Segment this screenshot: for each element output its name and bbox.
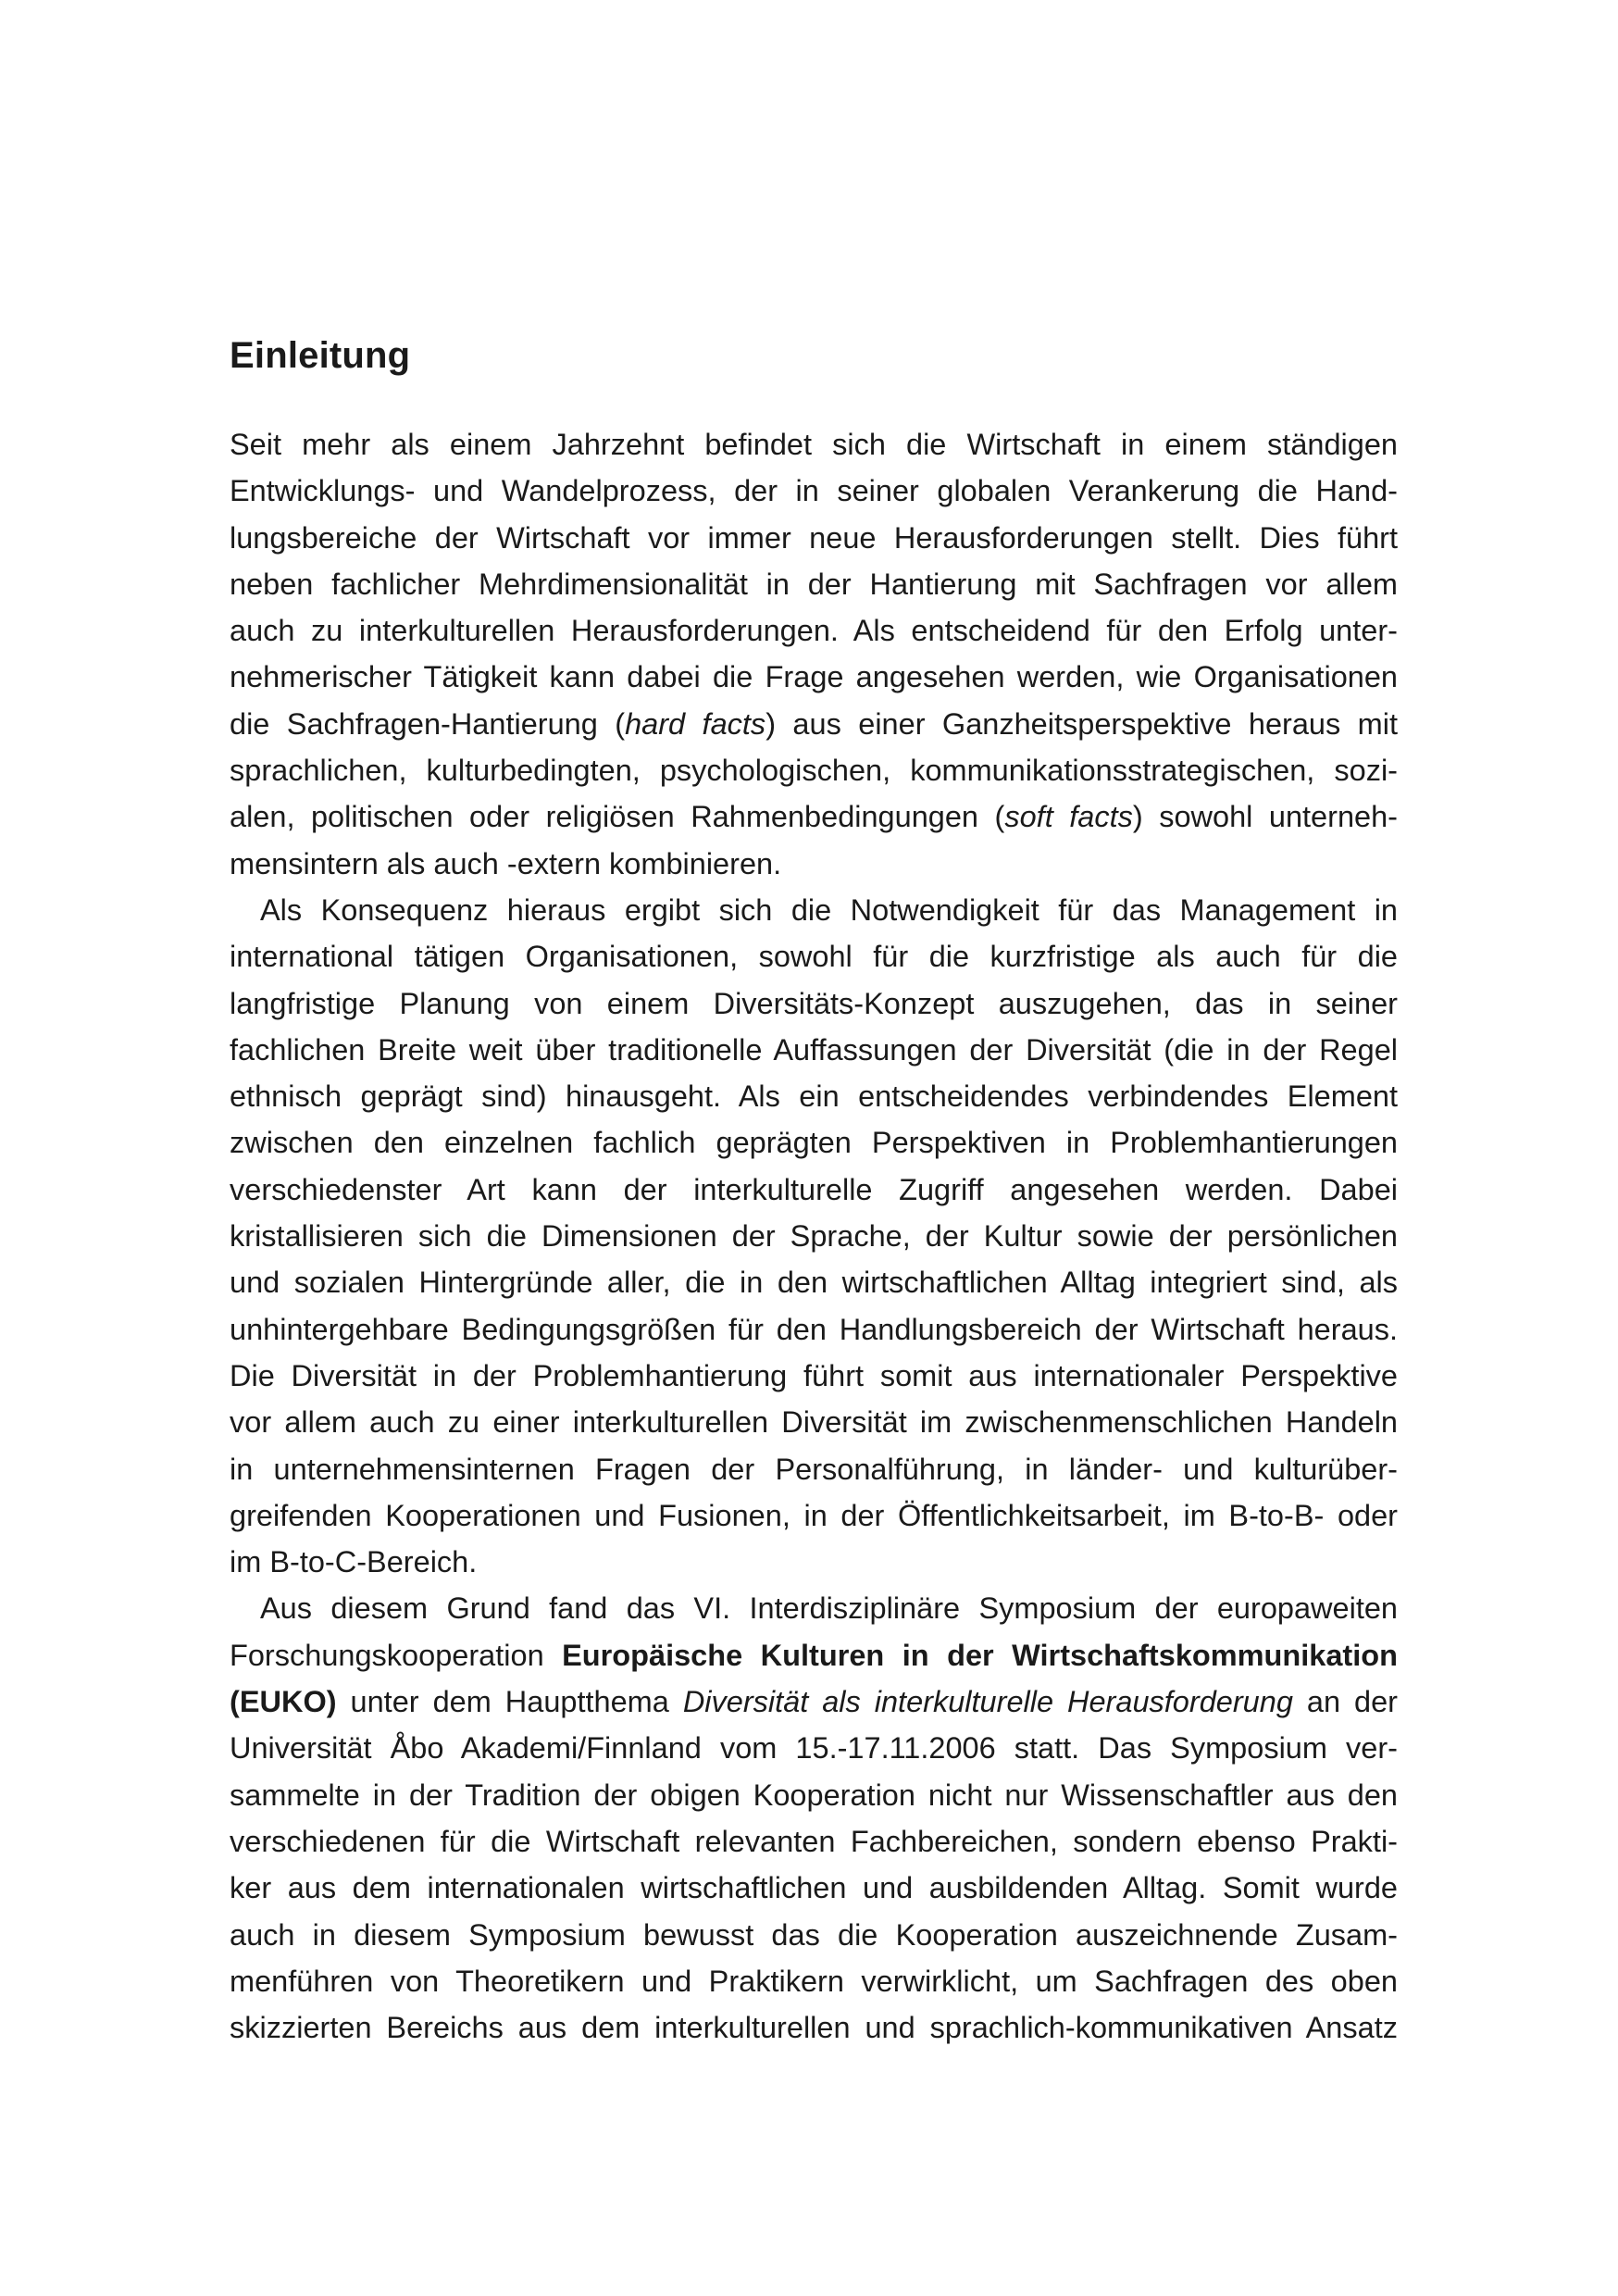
text-line [230, 1585, 1398, 1631]
text-segment: zwischen den einzelnen fachlich geprägten Perspektiven in Problemhantierungen [230, 1126, 1398, 1160]
text-segment: Die Diversität in der Problemhantierung führt somit aus internationaler Perspektive [230, 1358, 1398, 1392]
text-segment: in unternehmensinternen Fragen der Personalführung, in länder- und kulturüber- [230, 1452, 1398, 1486]
text-segment: auch zu interkulturellen Herausforderungen. Als entscheidend für den Erfolg unter- [230, 614, 1398, 648]
text-line [230, 980, 1398, 1027]
italic-text: soft facts [1004, 800, 1133, 834]
text-line [230, 515, 1398, 561]
text-line [230, 1865, 1398, 1911]
text-line [230, 933, 1398, 980]
text-line [230, 1539, 1398, 1585]
text-line [230, 887, 1398, 933]
bold-text: (EUKO) [230, 1685, 337, 1719]
section-heading: Einleitung [230, 335, 411, 376]
text-segment: Seit mehr als einem Jahrzehnt befindet sich die Wirtschaft in einem ständigen [230, 428, 1398, 461]
text-line [230, 1632, 1398, 1678]
text-line [230, 1772, 1398, 1818]
text-line [230, 701, 1398, 747]
text-segment: lungsbereiche der Wirtschaft vor immer neue Herausforderungen stellt. Dies führt [230, 520, 1398, 555]
text-line [230, 1353, 1398, 1399]
text-segment: an der [1292, 1685, 1398, 1719]
text-segment: alen, politischen oder religiösen Rahmenbedingungen ( [230, 800, 1005, 834]
text-line [230, 747, 1398, 793]
text-segment: ) sowohl unterneh- [1132, 800, 1398, 834]
text-segment: Forschungskooperation [230, 1638, 563, 1672]
text-segment: menführen von Theoretikern und Praktikern verwirklicht, um Sachfragen des oben [230, 1964, 1398, 1998]
italic-text: hard facts [625, 706, 766, 741]
text-line [230, 421, 1398, 468]
text-line [230, 654, 1398, 700]
text-segment: sammelte in der Tradition der obigen Kooperation nicht nur Wissenschaftler aus den [230, 1778, 1398, 1812]
text-segment: nehmerischer Tätigkeit kann dabei die Frage angesehen werden, wie Organisationen [230, 660, 1398, 694]
text-line [230, 1958, 1398, 2004]
text-line [230, 1399, 1398, 1445]
text-line [230, 1167, 1398, 1213]
text-segment: greifenden Kooperationen und Fusionen, in der Öffentlichkeitsarbeit, im B-to-B- oder [230, 1498, 1398, 1532]
text-line [230, 1492, 1398, 1539]
text-line [230, 1259, 1398, 1305]
text-segment: skizzierten Bereichs aus dem interkulturellen und sprachlich-kommunikativen Ansatz [230, 2011, 1398, 2045]
text-segment: im B-to-C-Bereich. [230, 1545, 478, 1579]
text-line [230, 468, 1398, 514]
text-segment: Als Konsequenz hieraus ergibt sich die Notwendigkeit für das Management in [260, 892, 1398, 927]
text-segment: sprachlichen, kulturbedingten, psychologischen, kommunikationsstrategischen, sozi- [230, 754, 1398, 788]
text-line [230, 1073, 1398, 1119]
text-line [230, 561, 1398, 607]
text-segment: ethnisch geprägt sind) hinausgeht. Als ein entscheidendes verbindendes Element [230, 1079, 1398, 1114]
text-line [230, 1306, 1398, 1353]
text-segment: mensintern als auch -extern kombinieren. [230, 846, 782, 880]
text-segment: neben fachlicher Mehrdimensionalität in der Hantierung mit Sachfragen vor allem [230, 567, 1398, 601]
text-line [230, 841, 1398, 887]
text-segment: verschiedenster Art kann der interkulturelle Zugriff angesehen werden. Dabei [230, 1172, 1398, 1206]
text-line [230, 1725, 1398, 1771]
italic-text: Diversität als interkulturelle Herausforderung [682, 1685, 1293, 1719]
text-segment: ) aus einer Ganzheitsperspektive heraus mit [765, 706, 1398, 741]
text-line [230, 2004, 1398, 2051]
bold-text: Europäische Kulturen in der Wirtschaftskommunikation [562, 1638, 1398, 1672]
text-segment: kristallisieren sich die Dimensionen der Sprache, der Kultur sowie der persönlichen [230, 1219, 1398, 1254]
text-line [230, 1446, 1398, 1492]
text-segment: Aus diesem Grund fand das VI. Interdisziplinäre Symposium der europaweiten [260, 1591, 1398, 1626]
text-segment: Universität Åbo Akademi/Finnland vom 15.-17.11.2006 statt. Das Symposium ver- [230, 1731, 1398, 1766]
text-line [230, 1027, 1398, 1073]
text-segment: international tätigen Organisationen, sowohl für die kurzfristige als auch für die [230, 940, 1398, 974]
text-segment: fachlichen Breite weit über traditionelle Auffassungen der Diversität (die in der Regel [230, 1032, 1398, 1067]
text-segment: die Sachfragen-Hantierung ( [230, 706, 626, 741]
text-segment: unhintergehbare Bedingungsgrößen für den Handlungsbereich der Wirtschaft heraus. [230, 1312, 1398, 1346]
text-line [230, 1678, 1398, 1725]
text-line [230, 1912, 1398, 1958]
text-line [230, 1818, 1398, 1865]
text-line [230, 607, 1398, 654]
text-segment: unter dem Hauptthema [336, 1685, 683, 1719]
text-line [230, 1213, 1398, 1259]
text-line [230, 793, 1398, 840]
text-segment: verschiedenen für die Wirtschaft relevanten Fachbereichen, sondern ebenso Prakti- [230, 1824, 1398, 1858]
text-line [230, 1119, 1398, 1166]
text-segment: ker aus dem internationalen wirtschaftlichen und ausbildenden Alltag. Somit wurde [230, 1871, 1398, 1905]
text-segment: vor allem auch zu einer interkulturellen Diversität im zwischenmenschlichen Handeln [230, 1405, 1398, 1440]
text-segment: und sozialen Hintergründe aller, die in den wirtschaftlichen Alltag integriert sind, als [230, 1266, 1398, 1300]
text-segment: Entwicklungs- und Wandelprozess, der in seiner globalen Verankerung die Hand- [230, 474, 1398, 508]
text-segment: auch in diesem Symposium bewusst das die Kooperation auszeichnende Zusam- [230, 1917, 1398, 1952]
body-text [230, 421, 1398, 2051]
text-segment: langfristige Planung von einem Diversitäts-Konzept auszugehen, das in seiner [230, 986, 1398, 1020]
